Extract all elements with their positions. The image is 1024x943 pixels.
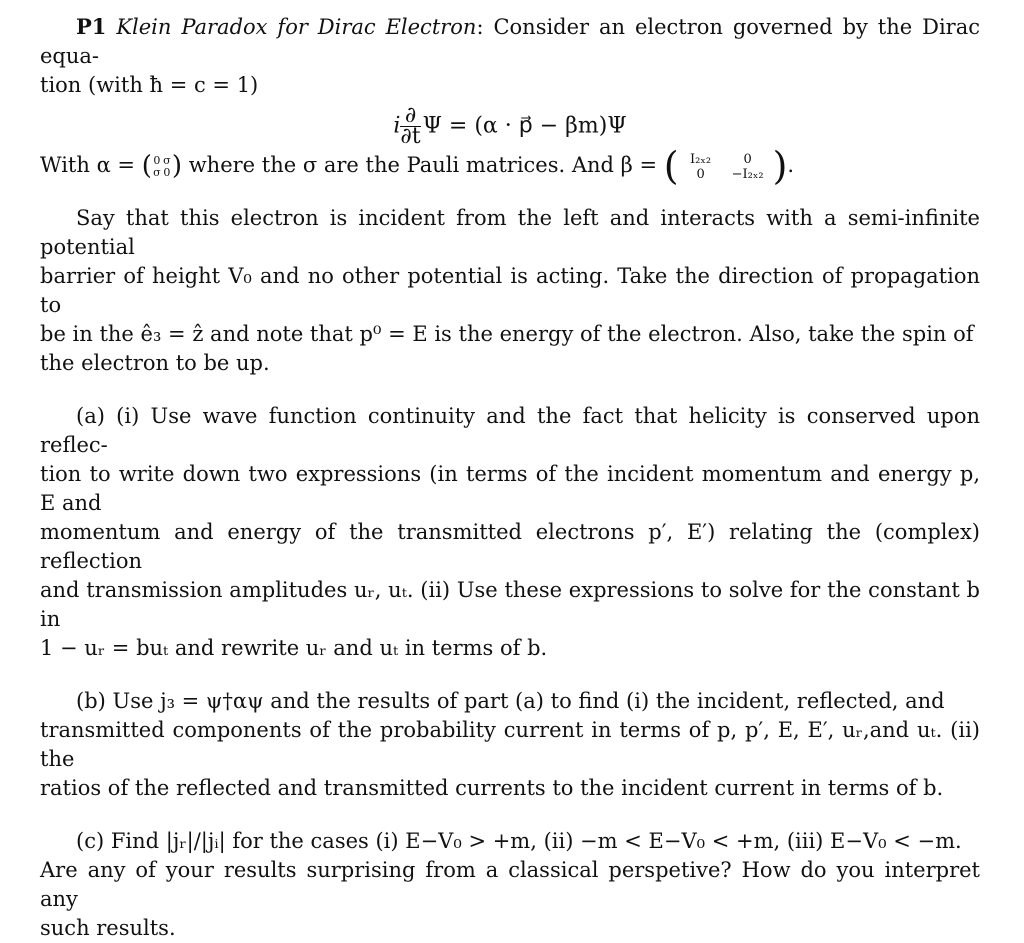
part-b-line: transmitted components of the probability current in terms of p, p′, E, E′, uᵣ,and uₜ. (ii) the [40,717,980,771]
problem-title: Klein Paradox for Dirac Electron [116,15,477,39]
part-b [40,687,980,803]
beta-matrix-close: ) [772,144,788,188]
intro-text: : Consider an electron governed by the Dirac equa- [40,15,980,68]
setup-line: the electron to be up. [40,350,270,375]
eq-partial-num: ∂ [400,106,420,127]
eq-imag-unit: i [393,113,401,139]
alpha-m22: 0 [163,165,171,179]
part-a [40,402,980,663]
alpha-matrix [152,155,172,179]
part-b-line: (b) Use j₃ = ψ†αψ and the results of part (a) to find (i) the incident, reflected, and [76,688,945,713]
beta-m12: 0 [743,151,752,167]
problem-page [40,12,980,943]
part-a-line: and transmission amplitudes uᵣ, uₜ. (ii) Use these expressions to solve for the constant b in [40,577,980,631]
setup-line: be in the ê₃ = ẑ and note that p⁰ = E is the energy of the electron. Also, take the spin of [40,321,974,346]
alpha-m11: 0 [153,153,161,167]
part-c-line: (c) Find |jᵣ|/|jᵢ| for the cases (i) E−V₀ > +m, (ii) −m < E−V₀ < +m, (iii) E−V₀ < −m. [76,828,962,853]
alpha-matrix-open: ( [141,151,152,181]
dirac-equation [40,103,980,149]
beta-matrix-open: ( [663,144,679,188]
setup-paragraph [40,204,980,378]
alpha-matrix-close: ) [171,151,183,181]
beta-matrix [679,152,773,182]
setup-line: Say that this electron is incident from the left and interacts with a semi-infinite potential [40,205,980,259]
alpha-m21: σ [153,165,161,179]
beta-m21: 0 [696,166,705,182]
eq-rest: Ψ = (α · p⃗ − βm)Ψ [422,113,627,139]
part-a-line: (a) (i) Use wave function continuity and the fact that helicity is conserved upon reflec- [40,403,980,457]
alpha-def-middle: where the σ are the Pauli matrices. And β = [182,153,664,177]
eq-partial-derivative [400,103,421,149]
alpha-def-after: . [787,153,795,177]
problem-number: P1 [76,14,107,39]
alpha-m12: σ [163,153,171,167]
part-a-line: tion to write down two expressions (in terms of the incident momentum and energy p, E and [40,461,980,515]
alpha-def-before: With α = [40,153,142,177]
alpha-beta-definition [40,144,980,188]
intro-text-line2: tion (with ħ = c = 1) [40,73,259,97]
setup-line: barrier of height V₀ and no other potential is acting. Take the direction of propagation to [40,263,980,317]
part-c [40,827,980,943]
part-a-line: 1 − uᵣ = buₜ and rewrite uᵣ and uₜ in terms of b. [40,635,548,660]
eq-partial-den: ∂t [400,124,421,149]
part-b-line: ratios of the reflected and transmitted currents to the incident current in terms of b. [40,775,944,800]
part-a-line: momentum and energy of the transmitted electrons p′, E′) relating the (complex) reflection [40,519,980,573]
problem-intro [40,12,980,100]
beta-m11: I₂ₓ₂ [690,151,712,167]
part-c-line: Are any of your results surprising from a classical perspetive? How do you interpret any [40,857,980,911]
part-c-line: such results. [40,915,176,940]
beta-m22: −I₂ₓ₂ [731,166,764,182]
